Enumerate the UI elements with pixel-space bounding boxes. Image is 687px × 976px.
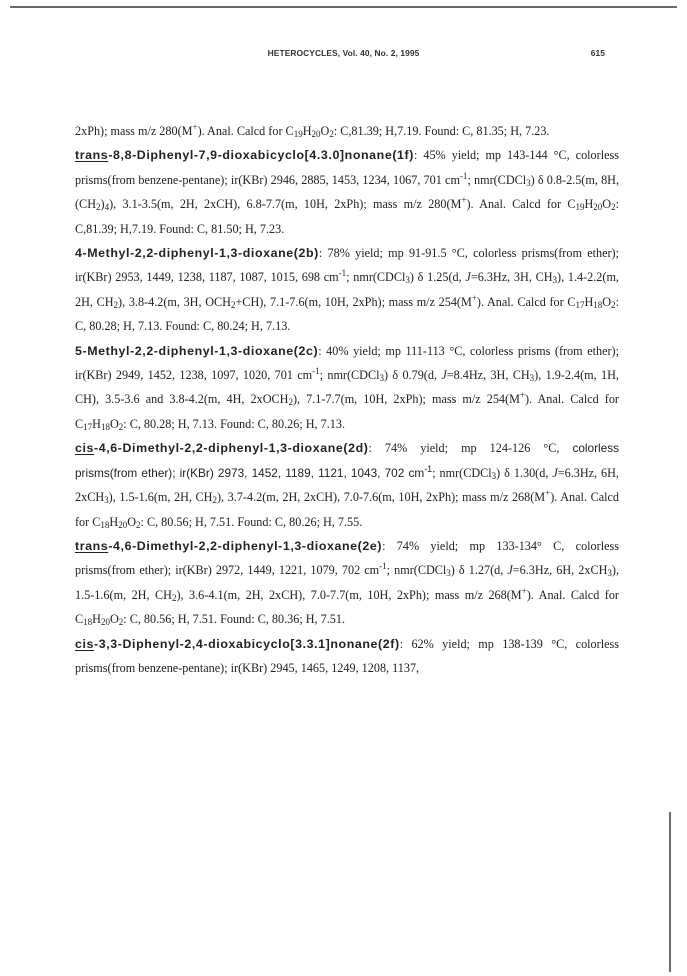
characterization-data: : 40% yield; mp 111-113 °C, colorless prisms (from ether); ir(KBr) 2949, 1452, 1238, 1097, 1020, 701 $cm^{-1}$; nmr(CDCl$_3$) δ 0.79(d, J=8.4Hz, 3H, $CH_3$), 1.9-2.4(m, 1H, CH), 3.5-3.6 and 3.8-4.2(m, 4H, 2xOCH$_2$), 7.1-7.7(m, 10H, 2xPh); mass m/z 254(M+). Anal. Calcd for $C_{17}H_{18}O_2$: C, 80.28; H, 7.13. Found: C, 80.26; H, 7.13. (75, 343, 619, 432)
compound-name: cis-4,6-Dimethyl-2,2-diphenyl-1,3-dioxane(2d) (75, 441, 369, 456)
compound-entry-paragraph (75, 534, 619, 632)
journal-citation: HETEROCYCLES, Vol. 40, No. 2, 1995 (267, 48, 420, 58)
characterization-data: : 74% yield; mp 124-126 °C, colorless prisms(from ether); ir(KBr) 2973, 1452, 1189, 1121, 1043, 702 $cm^{-1}$; nmr(CDCl$_3$) δ 1.30(d, J=6.3Hz, 6H, 2xCH$_3$), 1.5-1.6(m, 2H, $CH_2$), 3.7-4.2(m, 2H, 2xCH), 7.0-7.6(m, 10H, 2xPh); mass m/z 268(M+). Anal. Calcd for $C_{18}H_{20}O_2$: C, 80.56; H, 7.51. Found: C, 80.26; H, 7.55. (75, 441, 619, 530)
experimental-section (75, 119, 619, 680)
compound-name: cis-3,3-Diphenyl-2,4-dioxabicyclo[3.3.1]nonane(2f) (75, 636, 400, 651)
compound-name: trans-4,6-Dimethyl-2,2-diphenyl-1,3-dioxane(2e) (75, 538, 383, 553)
compound-name: 5-Methyl-2,2-diphenyl-1,3-dioxane(2c) (75, 343, 319, 358)
compound-name: trans-8,8-Diphenyl-7,9-dioxabicyclo[4.3.0]nonane(1f) (75, 148, 414, 163)
characterization-data: : 62% yield; mp 138-139 °C, colorless prisms(from benzene-pentane); ir(KBr) 2945, 1465, 1249, 1208, 1137, (75, 636, 619, 675)
compound-name: 4-Methyl-2,2-diphenyl-1,3-dioxane(2b) (75, 246, 319, 261)
compound-entry-paragraph (75, 241, 619, 339)
right-margin-line (669, 812, 671, 972)
compound-entry-paragraph (75, 339, 619, 437)
top-border-line (10, 6, 677, 8)
characterization-data: : 78% yield; mp 91-91.5 °C, colorless prisms(from ether); ir(KBr) 2953, 1449, 1238, 1187, 1087, 1015, 698 $cm^{-1}$; nmr(CDCl$_3$) δ 1.25(d, J=6.3Hz, 3H, $CH_3$), 1.4-2.2(m, 2H, $CH_2$), 3.8-4.2(m, 3H, $OCH_2+CH$), 7.1-7.6(m, 10H, 2xPh); mass m/z 254(M+). Anal. Calcd for $C_{17}H_{18}O_2$: C, 80.28; H, 7.13. Found: C, 80.24; H, 7.13. (75, 246, 619, 334)
running-header (0, 48, 687, 62)
compound-entry-paragraph (75, 632, 619, 681)
page-number: 615 (590, 48, 605, 58)
compound-entry-paragraph (75, 436, 619, 534)
characterization-data: : 45% yield; mp 143-144 °C, colorless prisms(from benzene-pentane); ir(KBr) 2946, 2885, 1453, 1234, 1067, 701 $cm^{-1}$; nmr(CDCl$_3$) δ 0.8-2.5(m, 8H, $(CH_2)_4$), 3.1-3.5(m, 2H, 2xCH), 6.8-7.7(m, 10H, 2xPh); mass m/z 280(M+). Anal. Calcd for $C_{19}H_{20}O_2$: C,81.39; H,7.19. Found: C, 81.50; H, 7.23. (75, 148, 620, 236)
compound-entry-paragraph (75, 143, 619, 241)
characterization-data: 2xPh); mass m/z 280(M+). Anal. Calcd for $C_{19}H_{20}O_2$: C,81.39; H,7.19. Found: C, 81.35; H, 7.23. (75, 122, 550, 139)
characterization-data: : 74% yield; mp 133-134° C, colorless prisms(from ether); ir(KBr) 2972, 1449, 1221, 1079, 702 $cm^{-1}$; nmr(CDCl$_3$) δ 1.27(d, J=6.3Hz, 6H, 2xCH$_3$), 1.5-1.6(m, 2H, $CH_2$), 3.6-4.1(m, 2H, 2xCH), 7.0-7.7(m, 10H, 2xPh); mass m/z 268(M+). Anal. Calcd for $C_{18}H_{20}O_2$: C, 80.56; H, 7.51. Found: C, 80.36; H, 7.51. (75, 538, 619, 628)
compound-entry-paragraph (75, 119, 619, 143)
